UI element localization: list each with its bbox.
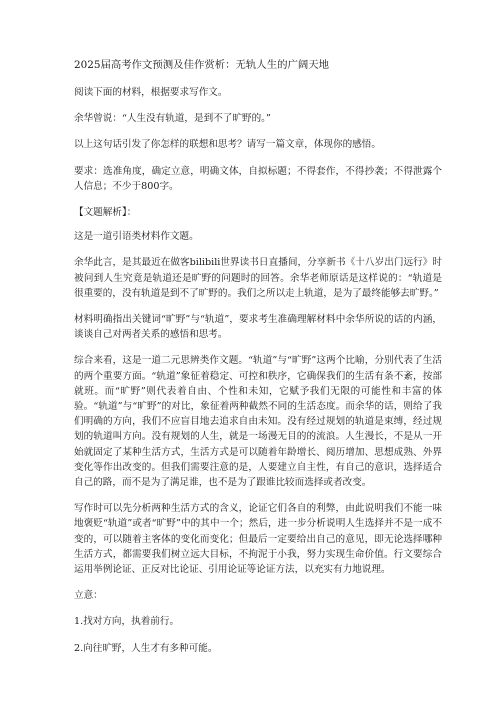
paragraph-writing-advice: 写作时可以先分析两种生活方式的含义，论证它们各自的利弊，由此说明我们不能一味地褒贬“轨道”或者“旷野”中的其中一个；然后，进一步分析说明人生选择并不是一成不变的，可以随着主客体的变化而变化；但最后一定要给出自己的意见，即无论选择哪种生活方式，都需要我们树立远大目标，不拘泥于小我，努力实现生命价值。行文要综合运用举例论证、正反对比论证、引用论证等论证方法，以充实有力地说理。 — [74, 503, 442, 576]
section-heading-analysis: 【文题解析】： — [74, 207, 137, 219]
paragraph-background: 余华此言，是其最近在做客bilibili世界读书日直播间，分享新书《十八岁出门远行》时被问到人生究竟是轨道还是旷野的问题时的回答。余华老师原话是这样说的：“轨道是很重要的，没有轨道是到不了旷野的。我们之所以走上轨道，是为了最终能够去旷野。” — [74, 257, 442, 299]
paragraph-keywords: 材料明确指出关键词“旷野”与“轨道”，要求考生准确理解材料中余华所说的话的内涵，谈谈自己对两者关系的感悟和思考。 — [74, 314, 442, 341]
section-heading-ideas: 立意： — [74, 590, 103, 602]
list-item: 1.找对方向，执着前行。 — [74, 616, 180, 628]
ideas-list — [74, 614, 442, 655]
paragraph-requirements: 要求：选准角度，确定立意，明确文体，自拟标题；不得套作，不得抄袭；不得泄露个人信息；不少于800字。 — [74, 165, 442, 192]
paragraph-instruction: 阅读下面的材料，根据要求写作文。 — [74, 87, 228, 98]
paragraph-quote: 余华曾说：“人生没有轨道，是到不了旷野的。” — [74, 113, 271, 125]
paragraph-type: 这是一道引语类材料作文题。 — [74, 231, 199, 243]
paragraph-analysis: 综合来看，这是一道二元思辨类作文题。“轨道”与“旷野”这两个比喻，分别代表了生活的两个重要方面。“轨道”象征着稳定、可控和秩序，它确保我们的生活有条不紊，按部就班。而“旷野”则代表着自由、个性和未知，它赋予我们无限的可能性和丰富的体验。“轨道”与“旷野”的对比，象征着两种截然不同的生活态度。而余华的话，则给了我们明确的方向，我们不应盲目地去追求自由未知。没有经过规划的轨道是束缚，经过规划的轨道叫方向。没有规划的人生，就是一场漫无目的的流浪。人生漫长，不是从一开始就固定了某种生活方式，生活方式是可以随着年龄增长、阅历增加、思想成熟、外界变化等作出改变的。但我们需要注意的是，人要建立自主性，有自己的意识，选择适合自己的路，而不是为了满足谁，也不是为了跟谁比较而选择或者改变。 — [74, 355, 442, 489]
list-item: 2.向往旷野，人生才有多种可能。 — [74, 642, 218, 654]
paragraph-question: 以上这句话引发了你怎样的联想和思考？请写一篇文章，体现你的感悟。 — [74, 139, 381, 151]
document-title: 2025届高考作文预测及佳作赏析：无轨人生的广阔天地 — [74, 59, 330, 71]
